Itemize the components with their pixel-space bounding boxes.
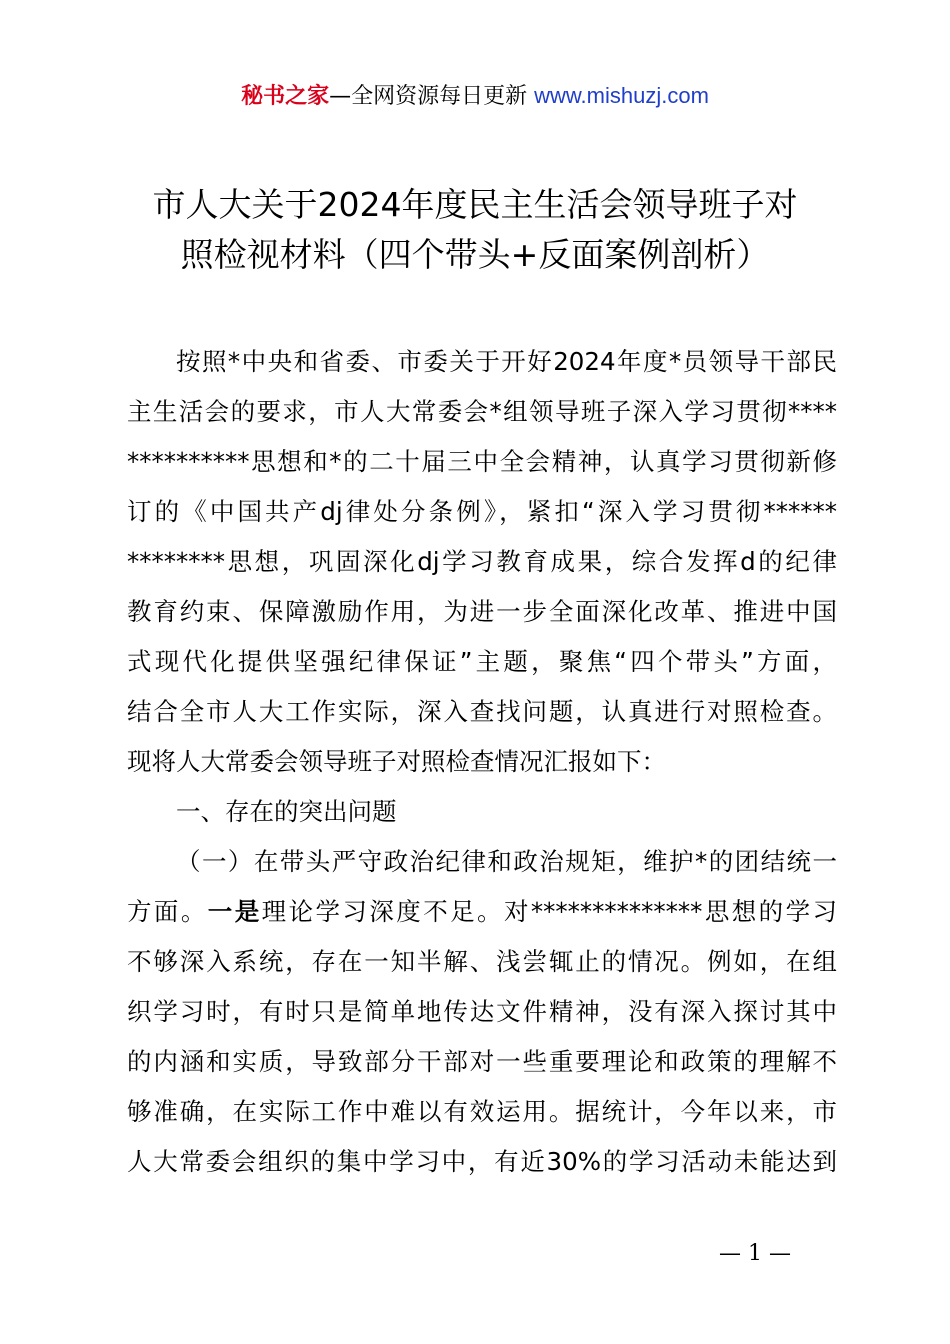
document-title [100, 180, 850, 280]
bold-marker: 一是 [207, 897, 262, 926]
title-line-1: 市人大关于2024年度民主生活会领导班子对 [152, 185, 798, 224]
body-line: 够准确，在实际工作中难以有效运用。据统计，今年以来，市 [127, 1097, 837, 1126]
section-heading: 一、存在的突出问题 [176, 797, 397, 826]
header-slogan: —全网资源每日更新 [329, 84, 528, 109]
body-line: 订的《中国共产dj律处分条例》，紧扣“深入学习贯彻****** [127, 497, 837, 526]
body-line: ********思想，巩固深化dj学习教育成果，综合发挥d的纪律 [127, 547, 837, 576]
body-line: 现将人大常委会领导班子对照检查情况汇报如下： [127, 747, 666, 776]
body-line: 织学习时，有时只是简单地传达文件精神，没有深入探讨其中 [127, 997, 837, 1026]
body-line: 式现代化提供坚强纪律保证”主题，聚焦“四个带头”方面， [127, 647, 837, 676]
website-url[interactable]: www.mishuzj.com [534, 83, 709, 108]
site-header [0, 80, 950, 113]
body-line: 人大常委会组织的集中学习中，有近30%的学习活动未能达到 [127, 1147, 837, 1176]
body-line: 主生活会的要求，市人大常委会*组领导班子深入学习贯彻**** [127, 397, 837, 426]
body-line: 结合全市人大工作实际，深入查找问题，认真进行对照检查。 [127, 697, 837, 726]
body-line: 不够深入系统，存在一知半解、浅尝辄止的情况。例如，在组 [127, 947, 837, 976]
body-text: 理论学习深度不足。对**************思想的学习 [261, 897, 837, 926]
page-number: — 1 — [719, 1241, 791, 1266]
body-line: 按照*中央和省委、市委关于开好2024年度*员领导干部民 [176, 347, 837, 376]
body-line: 的内涵和实质，导致部分干部对一些重要理论和政策的理解不 [127, 1047, 837, 1076]
body-line: **********思想和*的二十届三中全会精神，认真学习贯彻新修 [127, 447, 837, 476]
title-line-2: 照检视材料（四个带头+反面案例剖析） [180, 235, 770, 274]
body-line: 教育约束、保障激励作用，为进一步全面深化改革、推进中国 [127, 597, 837, 626]
body-line: （一）在带头严守政治纪律和政治规矩，维护*的团结统一 [176, 847, 837, 876]
brand-name: 秘书之家 [241, 84, 330, 109]
body-line [127, 887, 837, 937]
document-body [127, 337, 837, 1187]
body-text: 方面。 [127, 897, 208, 926]
